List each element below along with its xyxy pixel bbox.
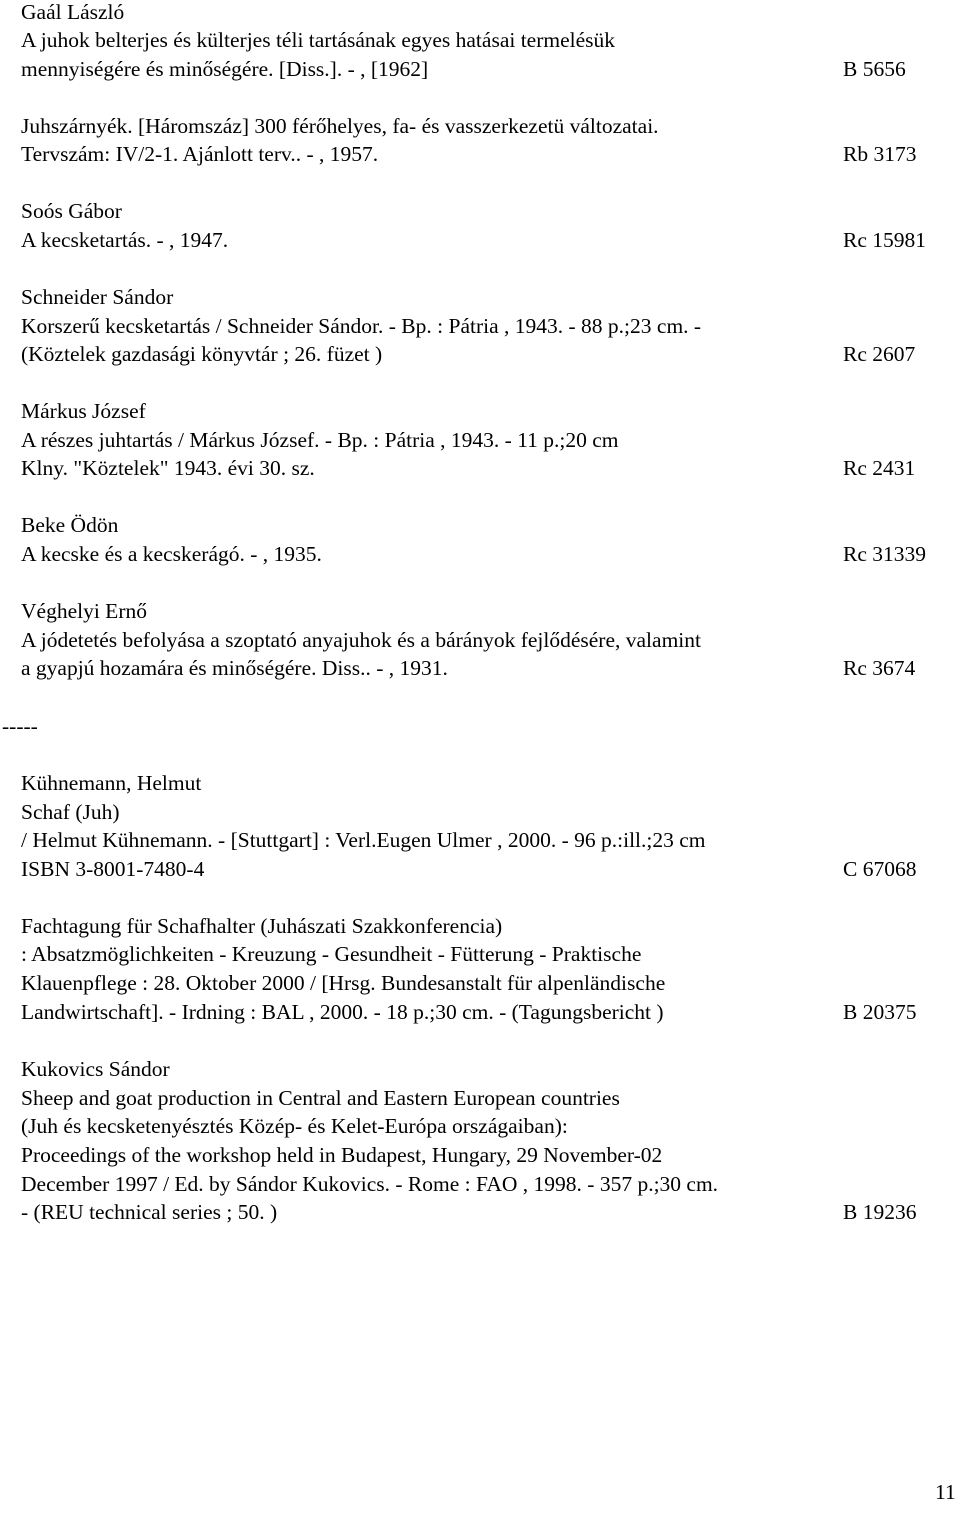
page-number: 11 xyxy=(935,1480,956,1504)
entry-title-line: Klny. "Köztelek" 1943. évi 30. sz. xyxy=(21,456,315,480)
shelfmark: Rc 3674 xyxy=(843,656,916,680)
entry-title-line: / Helmut Kühnemann. - [Stuttgart] : Verl.Eugen Ulmer , 2000. - 96 p.:ill.;23 cm xyxy=(21,828,706,852)
entry-author: Márkus József xyxy=(21,399,146,423)
entry-author: Véghelyi Ernő xyxy=(21,599,147,623)
entry-title-line: A kecske és a kecskerágó. - , 1935. xyxy=(21,542,322,566)
entry-title-line: Klauenpflege : 28. Oktober 2000 / [Hrsg. Bundesanstalt für alpenländische xyxy=(21,971,666,995)
section-separator: ----- xyxy=(2,714,38,738)
entry-title-line: December 1997 / Ed. by Sándor Kukovics. - Rome : FAO , 1998. - 357 p.;30 cm. xyxy=(21,1172,719,1196)
entry-title-line: (Juh és kecsketenyésztés Közép- és Kelet-Európa országaiban): xyxy=(21,1114,568,1138)
entry-author: Kukovics Sándor xyxy=(21,1057,170,1081)
entry-title-line: Landwirtschaft]. - Irdning : BAL , 2000. - 18 p.;30 cm. - (Tagungsbericht ) xyxy=(21,1000,664,1024)
entry-title-line: Juhszárnyék. [Háromszáz] 300 férőhelyes, fa- és vasszerkezetü változatai. xyxy=(21,114,659,138)
shelfmark: Rc 2431 xyxy=(843,456,916,480)
entry-title-line: A juhok belterjes és külterjes téli tartásának egyes hatásai termelésük xyxy=(21,28,616,52)
entry-author: Fachtagung für Schafhalter (Juhászati Szakkonferencia) xyxy=(21,914,503,938)
entry-author: Soós Gábor xyxy=(21,199,122,223)
entry-title-line: (Köztelek gazdasági könyvtár ; 26. füzet ) xyxy=(21,342,383,366)
shelfmark: Rc 2607 xyxy=(843,342,916,366)
entry-title-line: A kecsketartás. - , 1947. xyxy=(21,228,229,252)
shelfmark: Rb 3173 xyxy=(843,142,917,166)
entry-title-line: A részes juhtartás / Márkus József. - Bp. : Pátria , 1943. - 11 p.;20 cm xyxy=(21,428,619,452)
entry-title-line: Tervszám: IV/2-1. Ajánlott terv.. - , 1957. xyxy=(21,142,379,166)
entry-title-line: ISBN 3-8001-7480-4 xyxy=(21,857,205,881)
entry-title-line: Sheep and goat production in Central and Eastern European countries xyxy=(21,1086,620,1110)
entry-title-line: : Absatzmöglichkeiten - Kreuzung - Gesundheit - Fütterung - Praktische xyxy=(21,942,642,966)
entry-title-line: Schaf (Juh) xyxy=(21,800,120,824)
entry-title-line: - (REU technical series ; 50. ) xyxy=(21,1200,278,1224)
entry-author: Kühnemann, Helmut xyxy=(21,771,202,795)
shelfmark: B 20375 xyxy=(843,1000,917,1024)
entry-title-line: Proceedings of the workshop held in Budapest, Hungary, 29 November-02 xyxy=(21,1143,663,1167)
entry-title-line: a gyapjú hozamára és minőségére. Diss.. - , 1931. xyxy=(21,656,448,680)
entry-title-line: A jódetetés befolyása a szoptató anyajuhok és a bárányok fejlődésére, valamint xyxy=(21,628,701,652)
shelfmark: B 19236 xyxy=(843,1200,917,1224)
entry-title-line: mennyiségére és minőségére. [Diss.]. - , [1962] xyxy=(21,57,429,81)
entry-author: Schneider Sándor xyxy=(21,285,174,309)
shelfmark: B 5656 xyxy=(843,57,906,81)
shelfmark: C 67068 xyxy=(843,857,917,881)
shelfmark: Rc 15981 xyxy=(843,228,927,252)
entry-author: Gaál László xyxy=(21,0,125,24)
entry-title-line: Korszerű kecsketartás / Schneider Sándor. - Bp. : Pátria , 1943. - 88 p.;23 cm. - xyxy=(21,314,702,338)
entry-author: Beke Ödön xyxy=(21,513,119,537)
shelfmark: Rc 31339 xyxy=(843,542,927,566)
